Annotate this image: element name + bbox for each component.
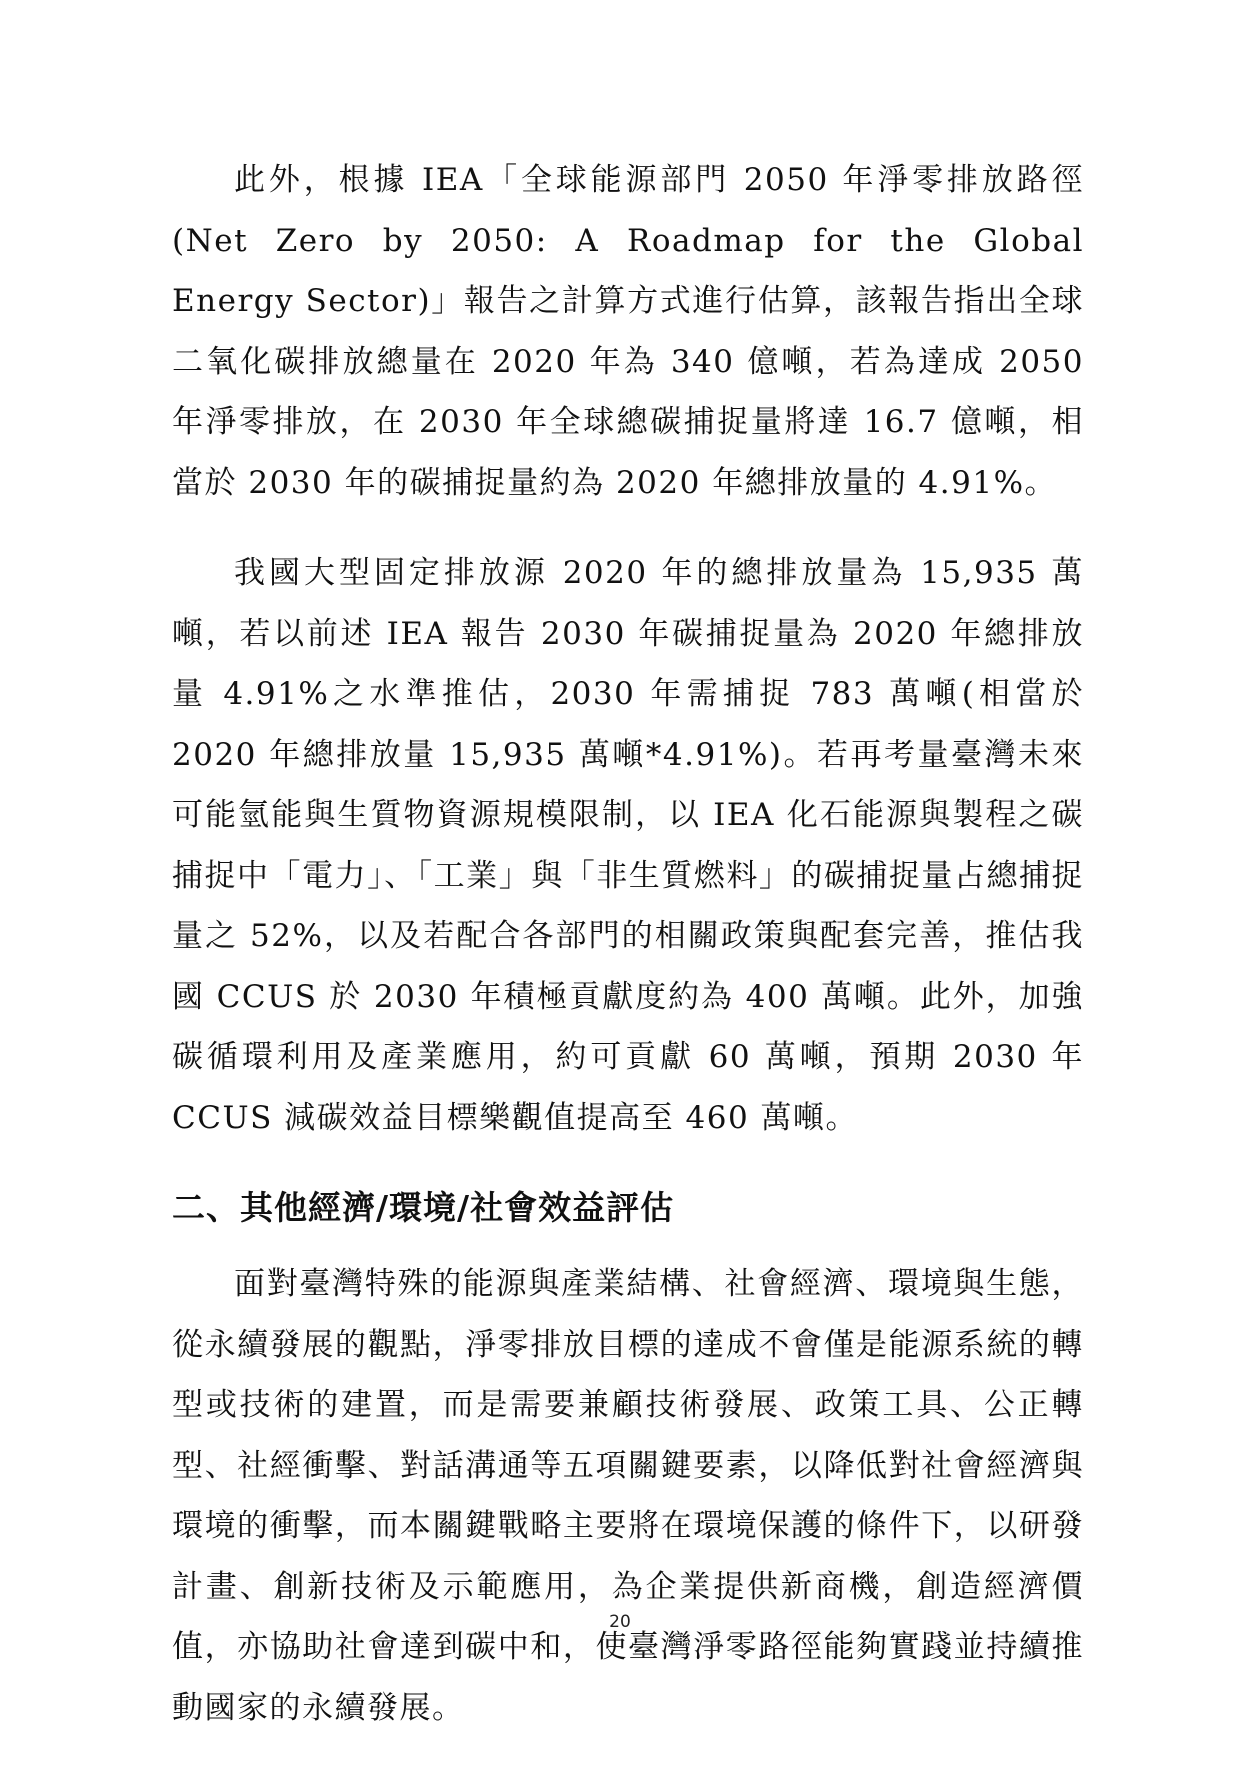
page-number: 20	[609, 1612, 631, 1632]
paragraph-iea-estimate: 此外，根據 IEA「全球能源部門 2050 年淨零排放路徑(Net Zero by 2050: A Roadmap for the Global Energy Sector)」報告之計算方式進行估算，該報告指出全球二氧化碳排放總量在 2020 年為 340 億噸，若為達成 2050 年淨零排放，在 2030 年全球總碳捕捉量將達 16.7 億噸，相當於 2030 年的碳捕捉量約為 2020 年總排放量的 4.91%。	[172, 162, 1084, 501]
paragraph-sustainability: 面對臺灣特殊的能源與產業結構、社會經濟、環境與生態，從永續發展的觀點，淨零排放目標的達成不會僅是能源系統的轉型或技術的建置，而是需要兼顧技術發展、政策工具、公正轉型、社經衝擊、對話溝通等五項關鍵要素，以降低對社會經濟與環境的衝擊，而本關鍵戰略主要將在環境保護的條件下，以研發計畫、創新技術及示範應用，為企業提供新商機，創造經濟價值，亦協助社會達到碳中和，使臺灣淨零路徑能夠實踐並持續推動國家的永續發展。	[172, 1266, 1084, 1726]
section-heading: 二、其他經濟/環境/社會效益評估	[172, 1188, 675, 1227]
paragraph-taiwan-emissions: 我國大型固定排放源 2020 年的總排放量為 15,935 萬噸，若以前述 IEA 報告 2030 年碳捕捉量為 2020 年總排放量 4.91%之水準推估，2030 年需捕捉 783 萬噸(相當於 2020 年總排放量 15,935 萬噸*4.91%)。若再考量臺灣未來可能氫能與生質物資源規模限制，以 IEA 化石能源與製程之碳捕捉中「電力」、「工業」與「非生質燃料」的碳捕捉量占總捕捉量之 52%，以及若配合各部門的相關政策與配套完善，推估我國 CCUS 於 2030 年積極貢獻度約為 400 萬噸。此外，加強碳循環利用及產業應用，約可貢獻 60 萬噸，預期 2030 年 CCUS 減碳效益目標樂觀值提高至 460 萬噸。	[172, 555, 1084, 1136]
document-body	[172, 150, 1084, 1768]
